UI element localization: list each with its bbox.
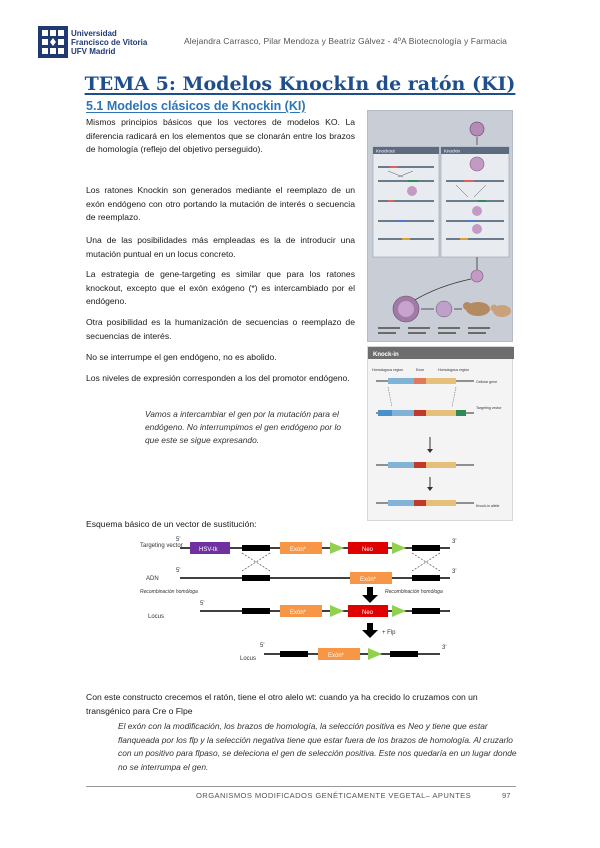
exon-label-2: Exón*: [360, 577, 377, 583]
knockin-allele-figure: [367, 346, 513, 521]
label-locus: Locus: [148, 614, 165, 620]
exon-label-3: Exón*: [290, 610, 307, 616]
ufv-logo-icon: [38, 26, 68, 58]
italic-note: Vamos a intercambiar el gen por la mutación para el endógeno. No interrumpimos el gen endógeno por lo que este se sigue expresando.: [145, 409, 342, 445]
paragraph-6: No se interrumpe el gen endógeno, no es abolido.: [86, 352, 277, 362]
footer-divider: [86, 786, 516, 787]
paragraph-4: La estrategia de gene-targeting es similar que para los ratones knockout, excepto que el exón exógeno (*) es intercambiado por el endógeno.: [86, 269, 355, 306]
paragraph-1: Mismos principios básicos que los vectores de modelos KO. La diferencia radicará en los elementos que se clonarán entre los brazos de homología (reflejo del objetivo perseguido).: [86, 117, 355, 154]
logo-text: [71, 29, 147, 56]
header-authors: Alejandra Carrasco, Pilar Mendoza y Beatriz Gálvez - 4ºA Biotecnología y Farmacia: [184, 36, 508, 46]
logo-line-1: Universidad: [71, 29, 117, 38]
right-panel-title: Knockin: [444, 148, 461, 154]
neo-label-1: Neo: [362, 547, 374, 553]
paragraph-3: Una de las posibilidades más empleadas es la de introducir una mutación puntual en un locus concreto.: [86, 235, 355, 259]
tk-label: HSV-tk: [199, 547, 218, 553]
allele-figure-title: Knock-in: [373, 352, 399, 358]
paragraph-7: Los niveles de expresión corresponden a los del promotor endógeno.: [86, 373, 350, 383]
label-knock-in-allele: Knock-in allele: [476, 504, 500, 508]
section-heading: 5.1 Modelos clásicos de Knockin (KI): [86, 99, 306, 113]
logo-line-3: UFV Madrid: [71, 47, 116, 56]
label-cellular-gene: Cellular gene: [476, 380, 498, 384]
exon-label-4: Exón*: [328, 653, 345, 659]
label-targeting-vector: Targeting vector: [476, 406, 502, 410]
university-logo: [38, 26, 153, 60]
bottom-paragraph: Con este constructo crecemos el ratón, tiene el otro alelo wt: cuando ya ha crecido lo cruzamos con un transgénico para Cre o Flpe: [86, 692, 478, 716]
paragraph-5: Otra posibilidad es la humanización de secuencias o reemplazo de secuencias de interés.: [86, 317, 355, 341]
neo-label-2: Neo: [362, 610, 374, 616]
label-recombination-right: Recombinación homóloga: [385, 589, 443, 595]
row1-end3: 3': [452, 539, 457, 545]
label-locus-final: Locus: [240, 656, 257, 662]
bottom-italic-note: El exón con la modificación, los brazos de homología, la selección positiva es Neo y tiene que estar flanqueada por los flp y la selección negativa tiene que estar fuera de los brazos de homología. Al cruzarlo con un positivo para flpaso, se deleciona el gen de selección positiva. Este nos quedaría en un lugar donde no se interrumpa el gen.: [118, 721, 517, 772]
exon-label-1: Exón*: [290, 547, 307, 553]
label-selection-left: Recombinación homóloga: [140, 589, 198, 595]
knockin-workflow-figure: [367, 110, 513, 342]
label-exon: Exon: [416, 368, 425, 372]
footer-text: ORGANISMOS MODIFICADOS GENÉTICAMENTE VEGETAL– APUNTES: [196, 791, 472, 800]
row1-end5: 5': [176, 537, 181, 543]
scheme-diagram: [140, 533, 470, 668]
logo-line-2: Francisco de Vitoria: [71, 38, 148, 47]
row4-end3: 3': [442, 645, 447, 651]
page-number: 97: [502, 791, 511, 800]
row4-end5: 5': [260, 643, 265, 649]
label-homologous-right: Homologous region: [438, 368, 470, 372]
label-flp: + Flp: [382, 630, 396, 636]
paragraph-2: Los ratones Knockin son generados mediante el reemplazo de un exón endógeno con otro portando la mutación de interés o secuencia de reemplazo.: [86, 185, 355, 222]
label-homologous-left: Homologous region: [372, 368, 404, 372]
page-title: TEMA 5: Modelos KnockIn de ratón (KI): [84, 73, 516, 95]
allele-illustration: [368, 347, 514, 522]
workflow-illustration: [368, 111, 514, 343]
scheme-title: Esquema básico de un vector de sustitución:: [86, 519, 257, 529]
left-panel-title: Knockout: [376, 148, 395, 154]
label-dna: ADN: [146, 576, 159, 582]
row2-end3: 3': [452, 569, 457, 575]
substitution-vector-scheme: [140, 533, 470, 668]
row3-end5: 5': [200, 601, 205, 607]
label-targeting-vector: Targeting vector: [140, 543, 183, 549]
row2-end5: 5': [176, 568, 181, 574]
